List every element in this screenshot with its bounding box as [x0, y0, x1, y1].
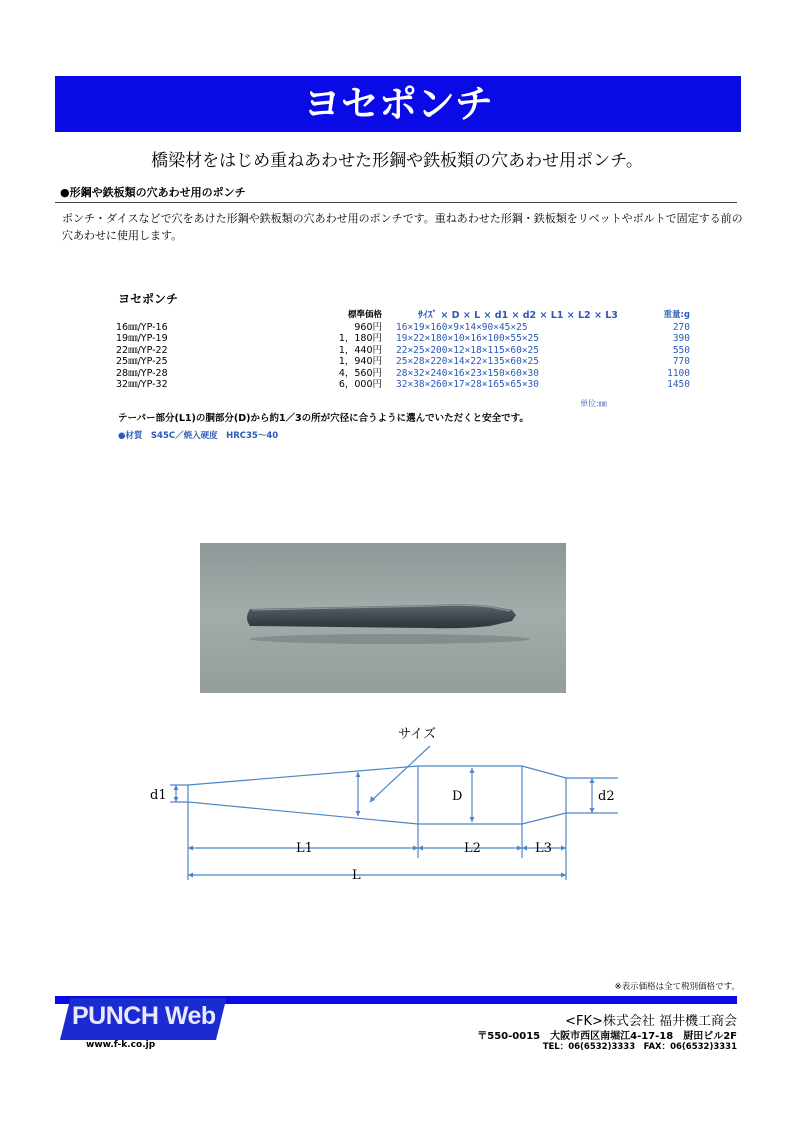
dimension-arrows [174, 768, 595, 878]
label-l1: L1 [296, 841, 313, 856]
spec-header-model [116, 310, 306, 322]
table-row [116, 379, 690, 391]
section-divider [55, 202, 737, 203]
tax-note: ※表示価格は全て税別価格です。 [614, 982, 740, 992]
label-d: D [452, 789, 463, 804]
spec-price: 4，560円 [338, 367, 382, 379]
label-size: サイズ [398, 727, 436, 742]
spec-title: ヨセポンチ [118, 292, 179, 306]
label-d1: d1 [150, 788, 167, 803]
table-row [116, 333, 690, 345]
spec-weight: 270 [672, 321, 690, 333]
spec-dims: 16×19×160×9×14×90×45×25 [396, 321, 528, 333]
spec-model: 19㎜/YP-19 [116, 333, 168, 344]
spec-model: 28㎜/YP-28 [116, 367, 168, 379]
table-row [116, 356, 690, 368]
unit-label: 単位:㎜ [580, 399, 607, 408]
spec-weight: 550 [672, 344, 690, 356]
spec-header-price: 標準価格 [347, 310, 382, 320]
spec-dims: 25×28×220×14×22×135×60×25 [396, 356, 539, 367]
label-l3: L3 [535, 841, 552, 856]
spec-dims: 19×22×180×10×16×100×55×25 [396, 333, 539, 344]
logo-text: PUNCH Web [72, 1002, 216, 1030]
spec-price: 1，440円 [338, 344, 382, 356]
table-row [116, 345, 690, 357]
spec-price: 1，180円 [338, 333, 382, 344]
company-name: <FK>株式会社 福井機工商会 [565, 1014, 737, 1029]
company-contact: TEL：06(6532)3333 FAX：06(6532)3331 [542, 1042, 737, 1052]
page-subtitle: 橋梁材をはじめ重ねあわせた形鋼や鉄板類の穴あわせ用ポンチ。 [151, 151, 643, 171]
spec-dims: 32×38×260×17×28×165×65×30 [396, 379, 539, 390]
material-spec: ●材質 S45C／焼入硬度 HRC35～40 [118, 431, 279, 441]
punch-illustration [200, 543, 566, 693]
spec-model: 32㎜/YP-32 [116, 379, 168, 390]
spec-weight: 390 [672, 333, 690, 344]
spec-price: 6，000円 [338, 379, 382, 390]
spec-dims: 22×25×200×12×18×115×60×25 [396, 344, 539, 356]
table-row [116, 368, 690, 380]
company-address: 〒550-0015 大阪市西区南堀江4-17-18 厨田ビル2F [477, 1031, 737, 1042]
label-l: L [352, 868, 361, 883]
spec-model: 16㎜/YP-16 [116, 321, 168, 333]
label-l2: L2 [464, 841, 481, 856]
section-description: ポンチ・ダイスなどで穴をあけた形鋼や鉄板類の穴あわせ用のポンチです。重ねあわせた形鋼・鉄板類をリベットやボルトで固定する前の穴あわせに使用します。 [62, 212, 743, 242]
spec-model: 22㎜/YP-22 [116, 344, 168, 356]
website-link[interactable]: www.f-k.co.jp [86, 1040, 156, 1050]
title-banner [55, 76, 741, 132]
spec-weight: 1100 [667, 367, 690, 379]
table-row [116, 322, 690, 334]
page-title: ヨセポンチ [302, 82, 493, 126]
spec-header-weight: 重量:g [663, 310, 690, 320]
spec-weight: 770 [672, 356, 690, 367]
spec-weight: 1450 [667, 379, 690, 390]
spec-dims: 28×32×240×16×23×150×60×30 [396, 367, 539, 379]
label-d2: d2 [598, 789, 615, 804]
spec-table [116, 310, 690, 391]
punch-outline [170, 746, 618, 880]
section-heading: ●形鋼や鉄板類の穴あわせ用のポンチ [60, 186, 246, 199]
spec-header-dims: ｻｲｽﾞ × D × L × d1 × d2 × L1 × L2 × L3 [418, 310, 618, 321]
spec-model: 25㎜/YP-25 [116, 356, 168, 367]
product-photo [200, 543, 566, 693]
spec-header-row [116, 310, 690, 322]
selection-note: テーパー部分(L1)の胴部分(D)から約1／3の所が穴径に合うように選んでいただくと安全です。 [118, 413, 529, 424]
dimension-diagram [130, 718, 630, 893]
spec-price: 960円 [354, 321, 382, 333]
spec-price: 1，940円 [338, 356, 382, 367]
